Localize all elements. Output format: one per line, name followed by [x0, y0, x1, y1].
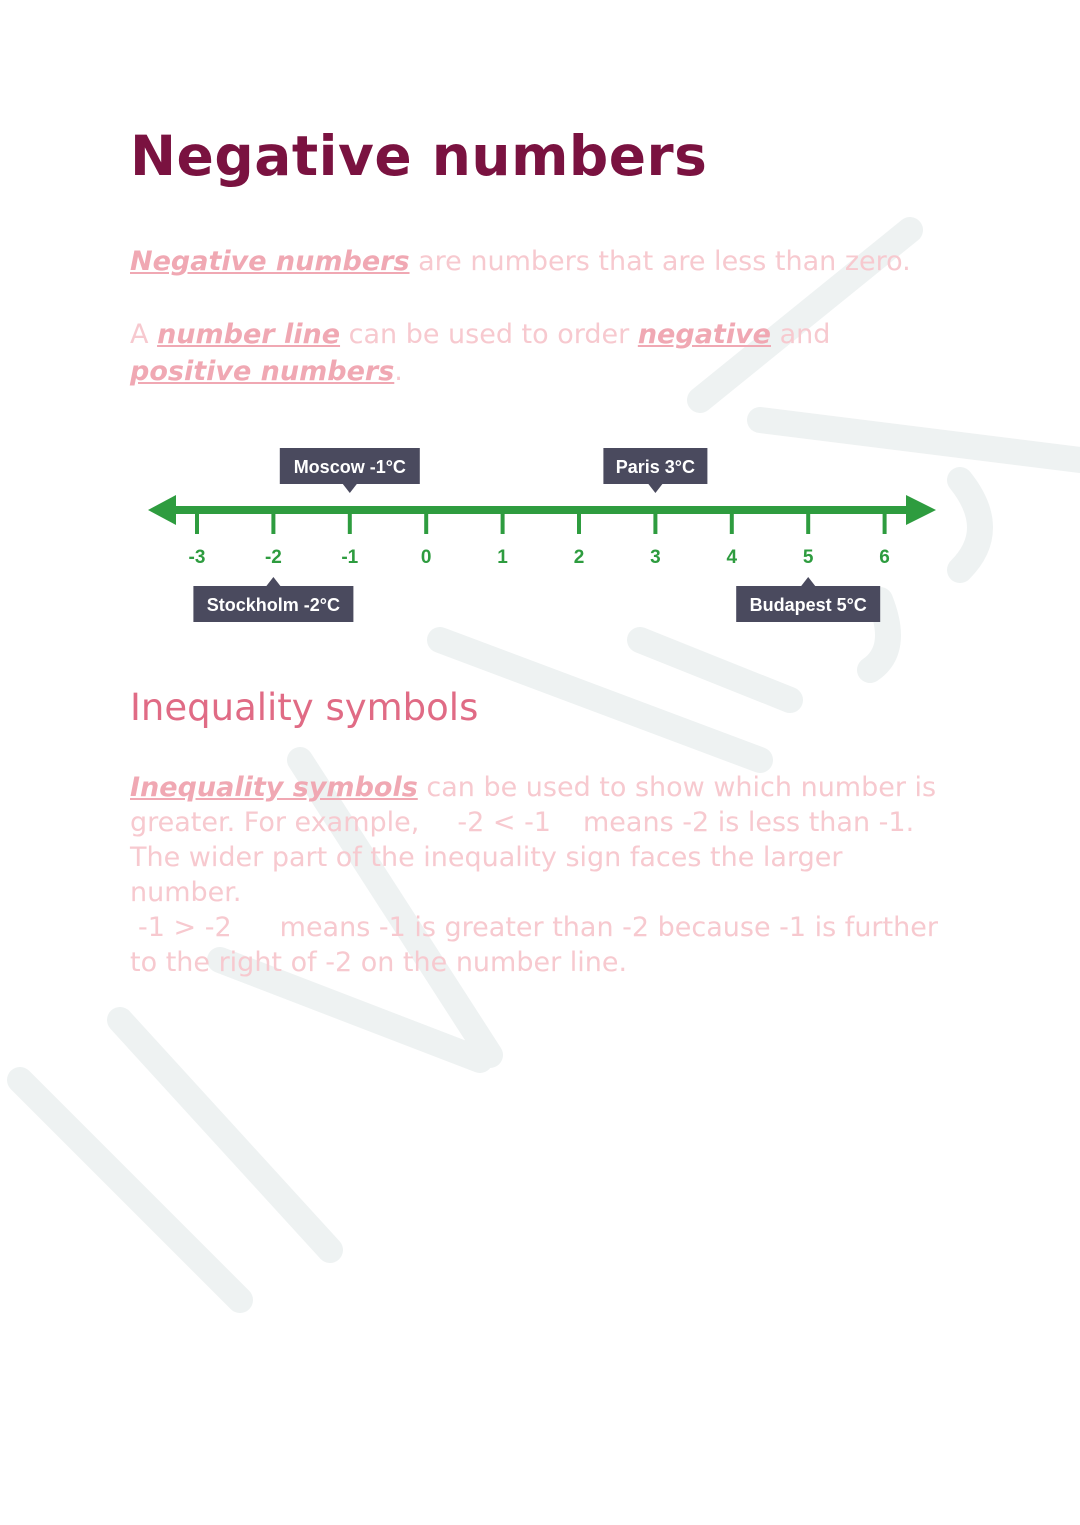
term-positive-numbers: positive numbers [130, 356, 395, 387]
tick-label: -1 [341, 547, 359, 568]
tick-label: -3 [188, 547, 206, 568]
term-inequality-symbols: Inequality symbols [130, 772, 418, 803]
term-number-line: number line [157, 319, 341, 350]
term-negative: negative [637, 319, 771, 350]
number-line-description [130, 316, 960, 390]
tick-label: 2 [573, 547, 585, 568]
tick-label: -2 [264, 547, 282, 568]
label-pointer-icon [648, 484, 662, 493]
page-title: Negative numbers [130, 124, 708, 188]
inequality-example-1: -2 < -1 [457, 807, 551, 838]
tick-label: 1 [497, 547, 508, 568]
number-line-chart [140, 440, 950, 630]
inequality-example-2: -1 > -2 [138, 912, 232, 943]
temperature-label-text: Paris 3°C [615, 457, 696, 477]
left-arrow-icon [148, 495, 176, 525]
text-end: . [394, 356, 403, 387]
text-a: A [130, 319, 158, 350]
inequality-text-2: means -2 is less than -1. The wider part of the inequality sign faces the larger number. [130, 807, 915, 908]
label-pointer-icon [801, 577, 815, 586]
label-pointer-icon [266, 577, 280, 586]
inequality-heading: Inequality symbols [130, 686, 479, 729]
inequality-text-3: means -1 is greater than -2 because -1 is further to the right of -2 on the number line. [130, 912, 938, 978]
inequality-text-1: can be used to show which number is greater. For example, [130, 772, 937, 838]
right-arrow-icon [906, 495, 936, 525]
inequality-explanation [130, 770, 960, 980]
definition-text: are numbers that are less than zero. [409, 246, 911, 277]
tick-label: 4 [726, 547, 738, 568]
term-negative-numbers: Negative numbers [130, 246, 410, 277]
text-mid: can be used to order [340, 319, 638, 350]
temperature-label-text: Budapest 5°C [749, 595, 867, 615]
tick-label: 0 [420, 547, 432, 568]
label-pointer-icon [343, 484, 357, 493]
text-and: and [770, 319, 831, 350]
temperature-label-text: Moscow -1°C [293, 457, 406, 477]
temperature-label-text: Stockholm -2°C [206, 595, 341, 615]
tick-label: 6 [879, 547, 890, 568]
tick-label: 5 [802, 547, 814, 568]
tick-label: 3 [650, 547, 661, 568]
negative-numbers-definition [130, 243, 960, 280]
